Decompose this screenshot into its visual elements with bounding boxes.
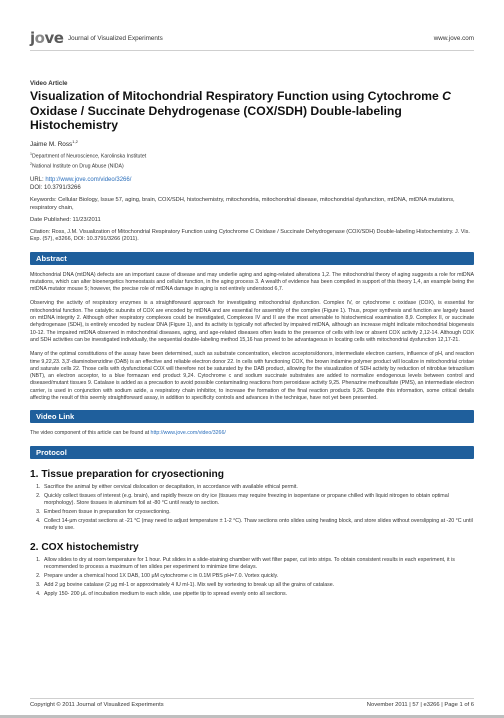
- list-item: 3. Embed frozen tissue in preparation for cryosectioning.: [42, 509, 474, 516]
- footer-divider: [30, 698, 474, 699]
- date-published: Date Published: 11/23/2011: [30, 217, 101, 224]
- section-1-steps: [30, 484, 474, 532]
- article-meta: URL: http://www.jove.com/video/3266/ DOI: 10.3791/3266: [30, 176, 474, 192]
- section-1-title: 1. Tissue preparation for cryosectioning: [30, 468, 224, 480]
- page-info: November 2011 | 57 | e3266 | Page 1 of 6: [366, 702, 474, 708]
- article-title: Visualization of Mitochondrial Respiratory Function using Cytochrome C Oxidase / Succinate Dehydrogenase (COX/SDH) Double-labeling Histochemistry: [30, 89, 451, 133]
- video-link-url[interactable]: http://www.jove.com/video/3266/: [150, 430, 226, 437]
- author-name: Jaime M. Ross$^{1,2}$: [30, 138, 78, 148]
- keywords: Keywords: Cellular Biology, Issue 57, aging, brain, COX/SDH, histochemistry, mitochondria, mitochondrial disease, mitochondrial dysfunction, mtDNA, mtDNA mutations, respiratory chain,: [30, 197, 455, 211]
- article-url-link[interactable]: http://www.jove.com/video/3266/: [45, 177, 132, 184]
- list-item: 1. Allow slides to dry at room temperature for 1 hour. Put slides in a slide-staining chamber with wet filter paper, cut into strips. To obtain consistent results in each experiment, it is recommended to process a maximum of ten slides per experiment to minimize time delays.: [42, 557, 474, 571]
- article-type: Video Article: [30, 80, 68, 87]
- video-link-text: The video component of this article can be found at http://www.jove.com/video/3266/: [30, 430, 226, 437]
- page-header: [30, 31, 474, 47]
- abstract-heading: Abstract: [30, 252, 474, 265]
- copyright: Copyright © 2011 Journal of Visualized Experiments: [30, 702, 164, 708]
- video-link-heading: Video Link: [30, 410, 474, 423]
- doi: DOI: 10.3791/3266: [30, 185, 81, 192]
- list-item: 4. Apply 150- 200 μL of incubation medium to each slide, use pipette tip to spread evenly onto all sections.: [42, 591, 474, 598]
- list-item: 3. Add 2 μg bovine catalase (2 μg ml-1 or approximately 4 IU ml-1). Mix well by vortexing to break up all the grains of catalase.: [42, 582, 474, 589]
- journal-website[interactable]: www.jove.com: [433, 35, 474, 42]
- abstract-paragraph-1: Mitochondrial DNA (mtDNA) defects are an important cause of disease and may underlie aging and aging-related alterations 1,2. The mitochondrial theory of aging suggests a role for mtDNA mutations, which can alter bioenergetics homeostasis and cellular function, in the aging process 3. A wealth of evidence has been compiled in support of this theory 1,4, an example being the mtDNA mutator mouse 5; however, the precise role of mtDNA damage in aging is not entirely understood 6,7.: [30, 271, 474, 293]
- jove-logo[interactable]: jove: [30, 29, 64, 47]
- section-2-title: 2. COX histochemistry: [30, 541, 139, 553]
- list-item: 2. Prepare under a chemical hood 1X DAB, 100 μM cytochrome c in 0.1M PBS pH=7.0. Vortex quickly.: [42, 573, 474, 580]
- list-item: 4. Collect 14-μm cryostat sections at -21 °C (may need to adjust temperature ± 1-2 °C). Thaw sections onto slides using heating block, and store slides without overslipping at -20 °C until ready to use.: [42, 518, 474, 532]
- list-item: 1. Sacrifice the animal by either cervical dislocation or decapitation, in accordance with available ethical permit.: [42, 484, 474, 491]
- journal-name: Journal of Visualized Experiments: [68, 35, 163, 42]
- citation: Citation: Ross, J.M. Visualization of Mitochondrial Respiratory Function using Cytochrome C Oxidase / Succinate Dehydrogenase (COX/SDH) Double-labeling Histochemistry. J. Vis. Exp. (57), e3266, DOI: 10.3791/3266 (2011).: [30, 229, 470, 243]
- abstract-paragraph-3: Many of the optimal constitutions of the assay have been determined, such as substrate concentration, electron acceptors/donors, intermediate electron carriers, influence of pH, and reaction time 9,22,23. 3,3'-diaminobenzidine (DAB) is an effective and reliable electron donor 22. In cells with functioning COX, the brown indamine polymer product will localize in mitochondrial cristae and saturate cells 22. Those cells with dysfunctional COX will therefore not be saturated by the DAB product, allowing for the visualization of SDH activity by reduction of nitroblue tetrazolium (NBT), an electron acceptor, to a blue formazan end product 9,24. Cytochrome c and sodium succinate substrates are added to normalize endogenous levels between control and diseased/mutant tissues 9. Catalase is added as a precaution to avoid possible contaminating reactions from peroxidase activity 9,25. Phenazine methosulfate (PMS), an intermediate electron carrier, is used in conjunction with sodium azide, a respiratory chain inhibitor, to increase the formation of the final reaction products 9,26. Despite this information, some critical details affecting the result of this seemly straightforward assay, in addition to specificity controls and advances in the technique, have not yet been presented.: [30, 351, 474, 402]
- header-divider: [30, 50, 474, 51]
- article-content: [30, 80, 474, 600]
- section-2-steps: [30, 557, 474, 598]
- protocol-heading: Protocol: [30, 446, 474, 459]
- list-item: 2. Quickly collect tissues of interest (e.g. brain), and rapidly freeze on dry ice (tissues may require freezing in isopentane or propane chilled with liquid nitrogen to obtain optimal morphology). Store tissues in aluminum foil at -80 °C until ready to section.: [42, 493, 474, 507]
- abstract-paragraph-2: Observing the activity of respiratory enzymes is a straightforward approach for investigating mitochondrial dysfunction. Complex IV, or cytochrome c oxidase (COX), is essential for mitochondrial function. The catalytic subunits of COX are encoded by mtDNA and are essential for assembly of the complex (Figure 1). Thus, proper synthesis and function are largely based on mtDNA integrity 2. Although other respiratory complexes could be investigated, Complexes IV and II are the most amenable to histochemical examination 8,9. Complex II, or succinate dehydrogenase (SDH), is entirely encoded by nuclear DNA (Figure 1), and its activity is typically not affected by impaired mtDNA, although an increase might indicate mitochondrial biogenesis 10-12. The impaired mtDNA observed in mitochondrial diseases, aging, and age-related diseases often leads to the presence of cells with low or absent COX activity 2,12-14. Although COX and SDH activities can be investigated individually, the sequential double-labeling method 15,16 has proved to be advantageous in locating cells with mitochondrial dysfunction 12,17-21.: [30, 300, 474, 343]
- affiliation-1: $^1$Department of Neuroscience, Karolinska Institutet: [30, 151, 147, 160]
- affiliation-2: $^2$National Institute on Drug Abuse (NIDA): [30, 161, 124, 170]
